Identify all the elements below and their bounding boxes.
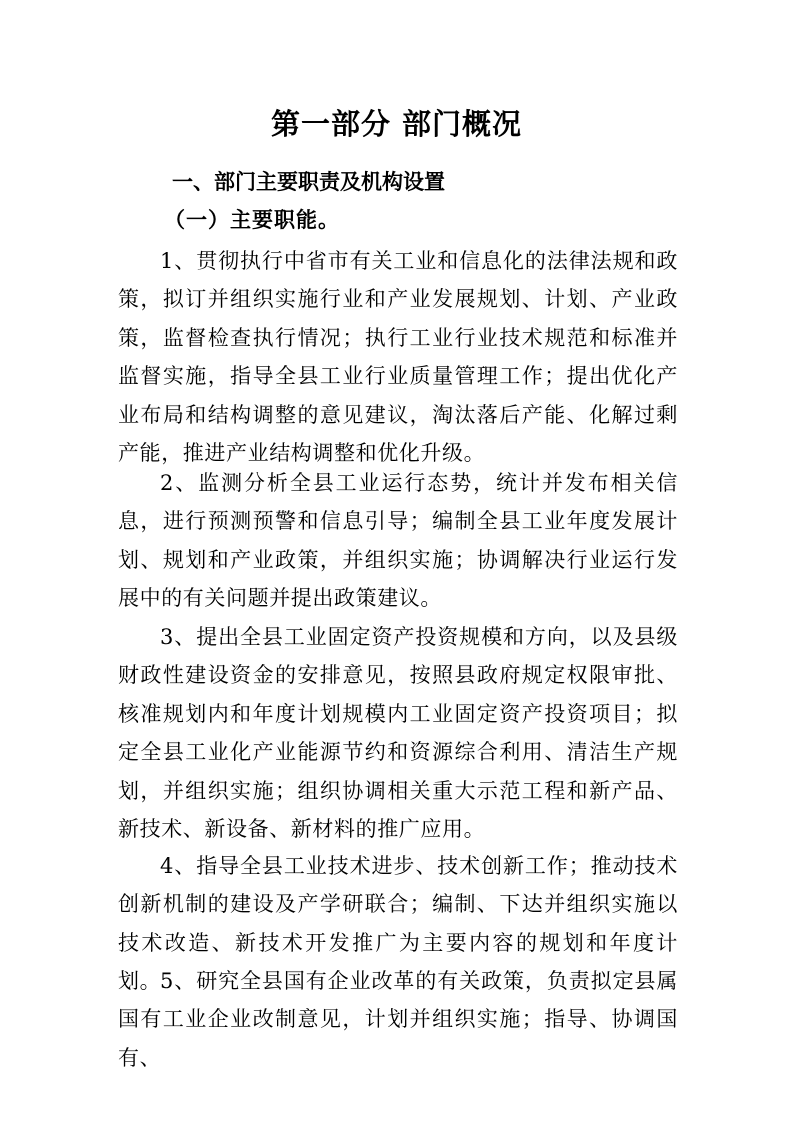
paragraph-duty-1: 1、贯彻执行中省市有关工业和信息化的法律法规和政策，拟订并组织实施行业和产业发展规划、计划、产业政策，监督检查执行情况；执行工业行业技术规范和标准并监督实施，指导全县工业行业质量管理工作；提出优化产业布局和结构调整的意见建议，淘汰落后产能、化解过剩产能，推进产业结构调整和优化升级。	[118, 249, 678, 466]
paragraph-duty-4: 4、指导全县工业技术进步、技术创新工作；推动技术创新机制的建设及产学研联合；编制、下达并组织实施以技术改造、新技术开发推广为主要内容的规划和年度计划。	[118, 854, 678, 994]
paragraph-duty-5: 5、研究全县国有企业改革的有关政策，负责拟定县属国有工业企业改制意见，计划并组织实施；指导、协调国有、	[118, 969, 678, 1070]
paragraph-duty-2: 2、监测分析全县工业运行态势，统计并发布相关信息，进行预测预警和信息引导；编制全县工业年度发展计划、规划和产业政策，并组织实施；协调解决行业运行发展中的有关问题并提出政策建议。	[118, 471, 678, 611]
page-title: 第一部分 部门概况	[270, 107, 523, 141]
paragraph-duty-3: 3、提出全县工业固定资产投资规模和方向，以及县级财政性建设资金的安排意见，按照县政府规定权限审批、核准规划内和年度计划规模内工业固定资产投资项目；拟定全县工业化产业能源节约和资源综合利用、清洁生产规划，并组织实施；组织协调相关重大示范工程和新产品、新技术、新设备、新材料的推广应用。	[118, 625, 678, 842]
sub-heading: （一）主要职能。	[164, 207, 340, 232]
section-heading: 一、部门主要职责及机构设置	[172, 170, 445, 194]
